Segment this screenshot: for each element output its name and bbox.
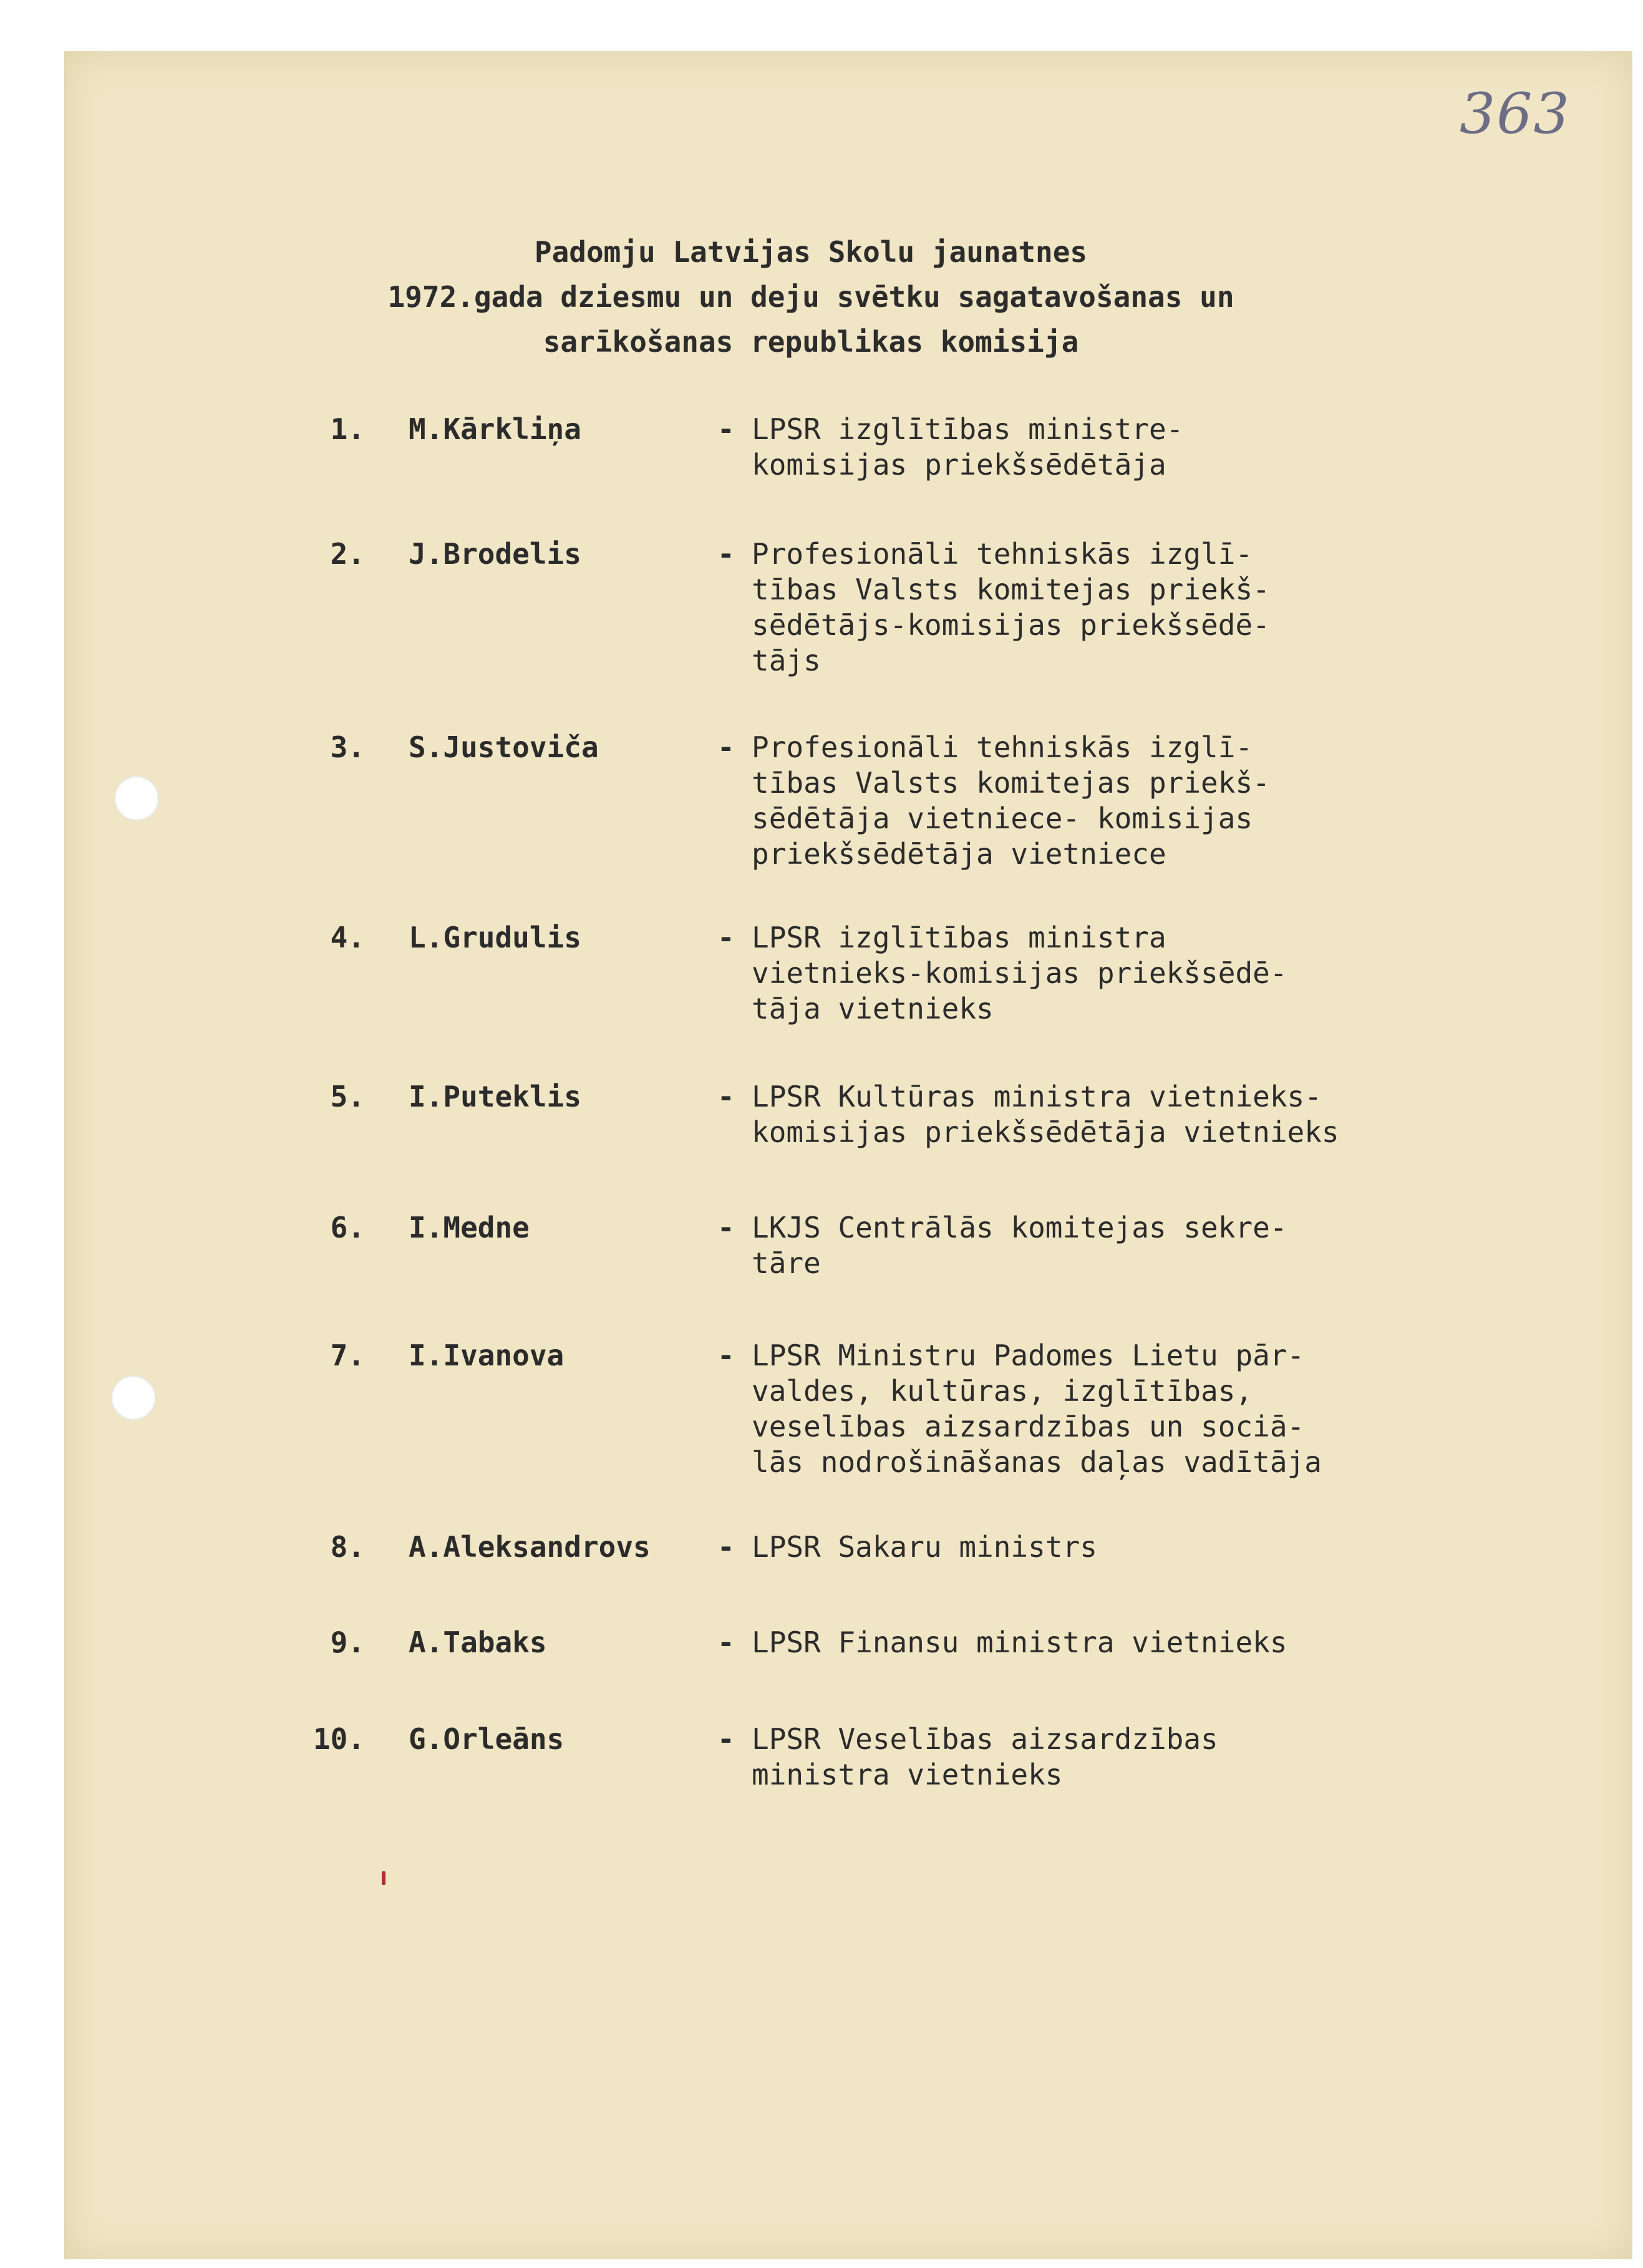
member-position: LPSR Veselības aizsardzības ministra vietnieks: [752, 1722, 1218, 1791]
member-name: I.Ivanova: [409, 1339, 565, 1372]
member-name: S.Justoviča: [409, 730, 599, 764]
separator-dash: -: [717, 1080, 735, 1113]
separator-dash: -: [717, 1626, 735, 1659]
punch-hole-bottom: [111, 1375, 156, 1420]
item-number: 1.: [330, 412, 365, 446]
separator-dash: -: [717, 921, 735, 954]
separator-dash: -: [717, 537, 735, 571]
item-number: 5.: [330, 1080, 365, 1113]
item-number: 7.: [330, 1339, 365, 1372]
page-number: 363: [1460, 81, 1571, 147]
item-number: 2.: [330, 537, 365, 571]
title-line-2: 1972.gada dziesmu un deju svētku sagatavošanas un: [387, 280, 1234, 314]
item-number: 3.: [330, 730, 365, 764]
member-position: LPSR Kultūras ministra vietnieks- komisijas priekšsēdētāja vietnieks: [752, 1080, 1339, 1149]
member-name: M.Kārkliņa: [409, 412, 581, 446]
separator-dash: -: [717, 1722, 735, 1756]
member-position: LPSR izglītības ministre- komisijas priekšsēdētāja: [752, 412, 1184, 482]
member-name: L.Grudulis: [409, 921, 581, 954]
separator-dash: -: [717, 730, 735, 764]
member-position: LPSR izglītības ministra vietnieks-komisijas priekšsēdē- tāja vietnieks: [752, 921, 1287, 1025]
member-name: G.Orleāns: [409, 1722, 565, 1756]
member-name: A.Tabaks: [409, 1626, 547, 1659]
title-line-3: sarīkošanas republikas komisija: [543, 325, 1079, 359]
member-position: LKJS Centrālās komitejas sekre- tāre: [752, 1211, 1287, 1280]
member-name: I.Medne: [409, 1211, 530, 1244]
member-name: I.Puteklis: [409, 1080, 581, 1113]
member-position: Profesionāli tehniskās izglī- tības Valsts komitejas priekš- sēdētāja vietniece- komisijas priekšsēdētāja vietniece: [752, 730, 1270, 871]
separator-dash: -: [717, 1211, 735, 1244]
document-page: [64, 51, 1632, 2259]
separator-dash: -: [717, 412, 735, 446]
member-name: A.Aleksandrovs: [409, 1530, 651, 1564]
item-number: 9.: [330, 1626, 365, 1659]
item-number: 6.: [330, 1211, 365, 1244]
item-number: 10.: [313, 1722, 365, 1756]
separator-dash: -: [717, 1339, 735, 1372]
member-position: LPSR Finansu ministra vietnieks: [752, 1626, 1287, 1659]
item-number: 4.: [330, 921, 365, 954]
separator-dash: -: [717, 1530, 735, 1564]
ink-mark: [382, 1871, 385, 1885]
title-line-1: Padomju Latvijas Skolu jaunatnes: [534, 235, 1088, 269]
member-position: Profesionāli tehniskās izglī- tības Valsts komitejas priekš- sēdētājs-komisijas priekšsēdē- tājs: [752, 537, 1270, 677]
item-number: 8.: [330, 1530, 365, 1564]
member-position: LPSR Ministru Padomes Lietu pār- valdes, kultūras, izglītības, veselības aizsardzības un sociā- lās nodrošināšanas daļas vadītāja: [752, 1339, 1322, 1479]
punch-hole-top: [114, 776, 159, 821]
member-position: LPSR Sakaru ministrs: [752, 1530, 1097, 1564]
member-name: J.Brodelis: [409, 537, 581, 571]
document-title: [250, 230, 1372, 364]
